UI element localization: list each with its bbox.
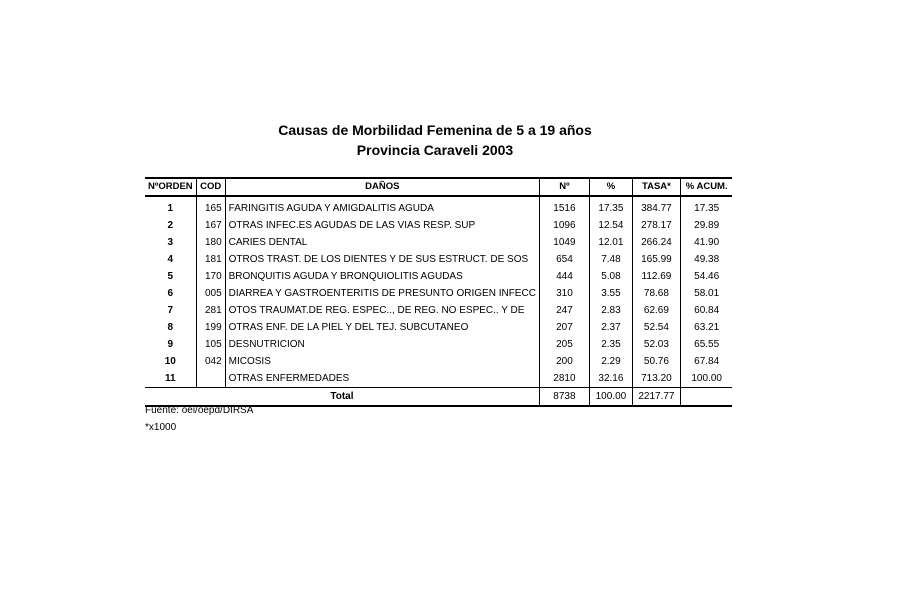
- table-row: [145, 268, 732, 285]
- row-acumulado: 17.35: [694, 203, 720, 214]
- row-orden: 7: [145, 302, 196, 319]
- row-numero: 444: [539, 268, 589, 285]
- table-row: [145, 302, 732, 319]
- row-numero: 200: [539, 353, 589, 370]
- row-acumulado: 29.89: [694, 220, 720, 231]
- row-tasa: 52.54: [632, 319, 680, 336]
- row-acumulado: 49.38: [694, 254, 720, 265]
- row-cod: 181: [196, 251, 225, 268]
- row-numero: 247: [539, 302, 589, 319]
- table-row: [145, 234, 732, 251]
- row-tasa: 266.24: [632, 234, 680, 251]
- table-row: [145, 353, 732, 370]
- row-danos: DIARREA Y GASTROENTERITIS DE PRESUNTO ORIGEN INFECC: [225, 285, 539, 302]
- row-cod: 165: [196, 196, 225, 217]
- row-danos: DESNUTRICION: [225, 336, 539, 353]
- row-cod: 005: [196, 285, 225, 302]
- row-tasa: 50.76: [632, 353, 680, 370]
- page-subtitle: Provincia Caraveli 2003: [356, 142, 514, 158]
- morbidity-table: [145, 177, 732, 407]
- table-row: [145, 251, 732, 268]
- row-tasa: 165.99: [632, 251, 680, 268]
- row-numero: 2810: [539, 370, 589, 388]
- row-danos: OTRAS ENFERMEDADES: [225, 370, 539, 388]
- row-orden: 2: [145, 217, 196, 234]
- row-numero: 654: [539, 251, 589, 268]
- row-tasa: 278.17: [632, 217, 680, 234]
- table-row: [145, 217, 732, 234]
- source-note: Fuente: oei/oepd/DIRSA: [145, 405, 254, 416]
- row-danos: MICOSIS: [225, 353, 539, 370]
- row-porcentaje: 17.35: [589, 196, 632, 217]
- row-orden: 6: [145, 285, 196, 302]
- row-orden: 8: [145, 319, 196, 336]
- table-header-row: [145, 178, 732, 196]
- row-numero: 207: [539, 319, 589, 336]
- row-danos: OTRAS INFEC.ES AGUDAS DE LAS VIAS RESP. SUP: [225, 217, 539, 234]
- row-numero: 1096: [539, 217, 589, 234]
- header-cod: COD: [196, 178, 225, 196]
- row-porcentaje: 3.55: [589, 285, 632, 302]
- row-acumulado: 100.00: [691, 373, 722, 384]
- row-porcentaje: 12.01: [589, 234, 632, 251]
- row-acumulado: 60.84: [694, 305, 720, 316]
- row-orden: 11: [145, 370, 196, 388]
- row-tasa: 52.03: [632, 336, 680, 353]
- row-acumulado: 65.55: [694, 339, 720, 350]
- rate-note: *x1000: [145, 422, 177, 433]
- header-numero: Nº: [539, 178, 589, 196]
- table-row: [145, 319, 732, 336]
- row-porcentaje: 5.08: [589, 268, 632, 285]
- row-tasa: 384.77: [632, 196, 680, 217]
- row-acumulado: 63.21: [694, 322, 720, 333]
- row-acumulado: 58.01: [694, 288, 720, 299]
- row-danos: OTOS TRAUMAT.DE REG. ESPEC.., DE REG. NO ESPEC.. Y DE: [225, 302, 539, 319]
- row-numero: 310: [539, 285, 589, 302]
- total-acumulado-empty: [680, 388, 732, 407]
- row-porcentaje: 2.29: [589, 353, 632, 370]
- row-orden: 9: [145, 336, 196, 353]
- row-porcentaje: 32.16: [589, 370, 632, 388]
- row-porcentaje: 7.48: [589, 251, 632, 268]
- header-tasa: TASA*: [632, 178, 680, 196]
- total-porcentaje: 100.00: [589, 388, 632, 407]
- row-danos: OTROS TRAST. DE LOS DIENTES Y DE SUS ESTRUCT. DE SOS: [225, 251, 539, 268]
- row-danos: CARIES DENTAL: [225, 234, 539, 251]
- row-orden: 1: [145, 196, 196, 217]
- table-body: [145, 196, 732, 406]
- header-porcentaje: %: [589, 178, 632, 196]
- table-row: [145, 336, 732, 353]
- row-acumulado: 54.46: [694, 271, 720, 282]
- row-orden: 10: [145, 353, 196, 370]
- row-cod: 042: [196, 353, 225, 370]
- row-porcentaje: 2.83: [589, 302, 632, 319]
- row-cod: 199: [196, 319, 225, 336]
- row-danos: BRONQUITIS AGUDA Y BRONQUIOLITIS AGUDAS: [225, 268, 539, 285]
- row-orden: 4: [145, 251, 196, 268]
- header-danos: DAÑOS: [225, 178, 539, 196]
- row-tasa: 78.68: [632, 285, 680, 302]
- table-row: [145, 196, 732, 217]
- row-cod: 167: [196, 217, 225, 234]
- row-cod: 281: [196, 302, 225, 319]
- row-acumulado: 41.90: [694, 237, 720, 248]
- header-acumulado: % ACUM.: [680, 178, 732, 196]
- row-porcentaje: 12.54: [589, 217, 632, 234]
- row-cod: 180: [196, 234, 225, 251]
- row-cod: 170: [196, 268, 225, 285]
- row-porcentaje: 2.35: [589, 336, 632, 353]
- total-tasa: 2217.77: [632, 388, 680, 407]
- row-cod: [196, 370, 225, 388]
- table-row: [145, 285, 732, 302]
- row-orden: 3: [145, 234, 196, 251]
- row-tasa: 62.69: [632, 302, 680, 319]
- header-orden: NºORDEN: [145, 178, 196, 196]
- total-numero: 8738: [539, 388, 589, 407]
- row-numero: 1049: [539, 234, 589, 251]
- page-title: Causas de Morbilidad Femenina de 5 a 19 años: [278, 122, 592, 138]
- total-row: [145, 388, 732, 407]
- row-orden: 5: [145, 268, 196, 285]
- row-numero: 1516: [539, 196, 589, 217]
- row-acumulado: 67.84: [694, 356, 720, 367]
- row-numero: 205: [539, 336, 589, 353]
- total-label: Total: [145, 388, 539, 407]
- row-danos: OTRAS ENF. DE LA PIEL Y DEL TEJ. SUBCUTANEO: [225, 319, 539, 336]
- row-danos: FARINGITIS AGUDA Y AMIGDALITIS AGUDA: [225, 196, 539, 217]
- table-row: [145, 370, 732, 388]
- row-porcentaje: 2.37: [589, 319, 632, 336]
- row-tasa: 713.20: [632, 370, 680, 388]
- row-tasa: 112.69: [632, 268, 680, 285]
- row-cod: 105: [196, 336, 225, 353]
